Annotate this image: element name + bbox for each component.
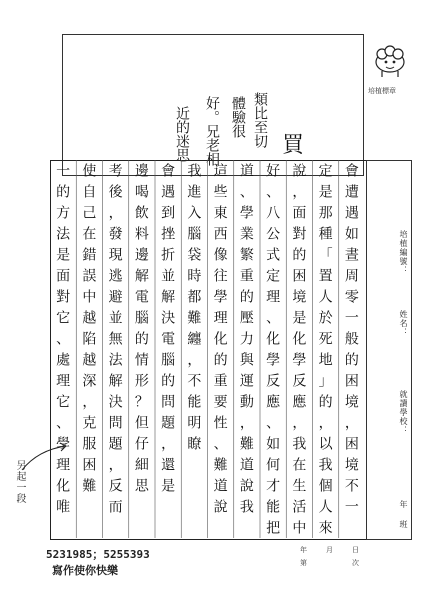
essay-character: 好 [266,163,281,180]
essay-character: 唯 [56,499,71,516]
essay-character: 是 [161,478,176,495]
essay-character: 後 [108,184,123,201]
essay-character: 困 [292,268,307,285]
essay-character: 克 [82,415,97,432]
essay-character: 題 [108,436,123,453]
essay-character: 來 [318,520,333,537]
essay-character: 定 [318,163,333,180]
essay-character: 法 [108,352,123,369]
essay-character: 明 [187,415,202,432]
sheep-stamp-icon [370,40,410,80]
essay-character: 我 [187,163,202,180]
essay-character: 重 [239,268,254,285]
essay-character: 力 [239,331,254,348]
essay-character: 生 [292,478,307,495]
essay-character: 化 [213,331,228,348]
essay-character: 瞭 [187,436,202,453]
essay-character: 應 [292,394,307,411]
essay-character: 入 [187,205,202,222]
essay-character: 喝 [134,184,149,201]
essay-character: 遭 [344,184,359,201]
essay-character: 重 [213,373,228,390]
essay-character: 能 [266,499,281,516]
essay-character: 、 [266,184,281,201]
essay-character: 它 [56,310,71,327]
essay-character: 解 [108,373,123,390]
essay-character: 一 [56,163,71,180]
essay-character: 如 [344,226,359,243]
essay-character: 理 [56,457,71,474]
page-prefix-label: 第 [300,559,307,567]
stamp-label: 培植標章 [368,87,396,95]
essay-character: 繁 [239,247,254,264]
essay-character: 八 [266,205,281,222]
essay-character: 解 [161,289,176,306]
essay-character: 錯 [82,247,97,264]
essay-character: 的 [213,352,228,369]
essay-character: 陷 [82,331,97,348]
essay-character: 理 [56,373,71,390]
essay-character: 境 [292,289,307,306]
essay-character: 能 [187,394,202,411]
date-day-label: 日 [352,546,359,554]
margin-note: 另起一段 [14,460,25,504]
essay-character: 自 [82,184,97,201]
essay-character: 深 [82,373,97,390]
essay-character: 學 [292,352,307,369]
essay-character: 使 [82,163,97,180]
essay-character: 化 [266,331,281,348]
essay-character: 的 [134,331,149,348]
teacher-comment-box [62,34,364,176]
essay-character: 是 [318,184,333,201]
essay-character: 地 [318,352,333,369]
essay-character: 都 [187,289,202,306]
essay-character: 置 [318,268,333,285]
essay-character: 越 [82,310,97,327]
essay-character: 形 [134,373,149,390]
essay-character: 學 [239,205,254,222]
essay-character: 說 [213,499,228,516]
essay-character: 它 [56,394,71,411]
essay-character: 思 [134,478,149,495]
essay-character: 人 [318,289,333,306]
essay-character: 要 [213,394,228,411]
essay-grid [50,160,367,540]
essay-character: 腦 [187,226,202,243]
essay-character: 反 [292,373,307,390]
essay-character: 的 [239,289,254,306]
essay-character: 的 [318,394,333,411]
essay-character: 那 [318,205,333,222]
essay-character: 學 [266,352,281,369]
label-school: 就讀學校： [399,390,408,435]
essay-character: 問 [108,415,123,432]
essay-character: 境 [344,457,359,474]
essay-character: 境 [344,394,359,411]
essay-character: 難 [187,310,202,327]
essay-character: 晝 [344,247,359,264]
essay-character: ， [292,184,307,201]
essay-character: 料 [134,226,149,243]
essay-character: 死 [318,331,333,348]
essay-character: 化 [292,331,307,348]
essay-character: 定 [266,268,281,285]
essay-character: 己 [82,205,97,222]
essay-character: 現 [108,247,123,264]
essay-character: 進 [187,184,202,201]
essay-character: 服 [82,436,97,453]
essay-character: 飲 [134,205,149,222]
date-year-label: 年 [300,546,307,554]
essay-character: 決 [108,394,123,411]
essay-character: 、 [56,415,71,432]
essay-character: ， [344,415,359,432]
essay-character: 才 [266,478,281,495]
essay-character: 周 [344,268,359,285]
essay-character: 時 [187,268,202,285]
date-month-label: 月 [326,546,333,554]
essay-character: 人 [318,499,333,516]
essay-character: 面 [56,268,71,285]
essay-character: 邊 [134,247,149,264]
label-class: 班 [399,520,408,529]
essay-character: 東 [213,205,228,222]
essay-character: 細 [134,457,149,474]
essay-character: 袋 [187,247,202,264]
essay-character: ， [239,415,254,432]
essay-character: 、 [213,436,228,453]
essay-character: 理 [213,310,228,327]
essay-character: 仔 [134,436,149,453]
essay-character: 把 [266,520,281,537]
label-year: 年 [399,500,408,509]
essay-character: 電 [161,331,176,348]
essay-character: ？ [134,394,149,411]
essay-character: 邊 [134,163,149,180]
essay-character: 逃 [108,268,123,285]
essay-character: 、 [56,331,71,348]
essay-character: 道 [239,457,254,474]
essay-character: 學 [213,289,228,306]
essay-character: 不 [344,478,359,495]
essay-character: 應 [266,394,281,411]
essay-character: 考 [108,163,123,180]
comment-line: 近的迷思 [174,106,190,162]
essay-character: ， [82,394,97,411]
essay-character: 般 [344,331,359,348]
essay-character: 對 [292,226,307,243]
essay-character: 不 [187,373,202,390]
essay-character: 與 [239,352,254,369]
essay-character: 活 [292,499,307,516]
essay-character: 困 [344,373,359,390]
footer-slogan: 寫作使你快樂 [52,564,118,577]
essay-character: ， [161,436,176,453]
essay-character: 理 [266,289,281,306]
essay-character: 壓 [239,310,254,327]
essay-character: 、 [266,310,281,327]
essay-character: 」 [318,373,333,390]
essay-character: 困 [344,436,359,453]
essay-character: 會 [344,163,359,180]
essay-character: 我 [292,436,307,453]
essay-character: 在 [292,457,307,474]
essay-character: 法 [56,226,71,243]
essay-character: 公 [266,226,281,243]
essay-character: 在 [82,226,97,243]
essay-character: 反 [266,373,281,390]
essay-character: 決 [161,310,176,327]
essay-character: 面 [292,205,307,222]
essay-character: 說 [239,478,254,495]
essay-character: 學 [56,436,71,453]
essay-character: 這 [213,163,228,180]
essay-character: 誤 [82,268,97,285]
essay-character: 越 [82,352,97,369]
margin-arrow [18,440,78,480]
essay-character: 往 [213,268,228,285]
essay-character: 個 [318,478,333,495]
essay-character: 零 [344,289,359,306]
essay-character: 但 [134,415,149,432]
essay-character: 遇 [161,184,176,201]
comment-heading: 買 [282,133,305,158]
label-name: 姓名： [399,310,408,337]
essay-character: 式 [266,247,281,264]
comment-line: 好。兄老相 [204,96,220,166]
essay-character: 挫 [161,226,176,243]
essay-character: 的 [292,247,307,264]
essay-character: 難 [213,457,228,474]
essay-character: 我 [318,457,333,474]
stamp-area [366,38,414,98]
essay-character: 腦 [161,352,176,369]
essay-character: 情 [134,352,149,369]
essay-character: ， [108,205,123,222]
essay-character: 一 [344,310,359,327]
essay-character: 折 [161,247,176,264]
essay-character: 運 [239,373,254,390]
essay-character: 解 [134,268,149,285]
essay-character: 西 [213,226,228,243]
essay-character: 像 [213,247,228,264]
essay-character: 會 [161,163,176,180]
essay-character: 並 [108,310,123,327]
essay-character: 一 [344,499,359,516]
essay-character: 中 [82,289,97,306]
essay-character: 於 [318,310,333,327]
essay-character: 處 [56,352,71,369]
essay-character: 的 [56,184,71,201]
essay-character: 問 [161,394,176,411]
essay-character: 是 [56,247,71,264]
essay-character: 我 [239,499,254,516]
essay-character: 、 [266,415,281,432]
comment-line: 體驗很 [230,96,246,138]
essay-character: 難 [82,478,97,495]
essay-character: ， [292,415,307,432]
essay-character: 避 [108,289,123,306]
essay-character: 以 [318,436,333,453]
essay-character: 是 [292,310,307,327]
essay-character: 纏 [187,331,202,348]
essay-character: ， [108,457,123,474]
student-info-strip [366,160,412,540]
footer-codes: 5231985；5255393 [46,548,150,561]
essay-character: 並 [161,268,176,285]
essay-character: 中 [292,520,307,537]
essay-character: 、 [239,184,254,201]
essay-character: 而 [108,499,123,516]
label-training-id: 培植編號： [399,230,408,275]
essay-character: 難 [239,436,254,453]
essay-character: 業 [239,226,254,243]
essay-character: ， [318,415,333,432]
essay-character: 電 [134,289,149,306]
essay-character: ， [187,352,202,369]
essay-character: 說 [292,163,307,180]
essay-character: 如 [266,436,281,453]
essay-character: 到 [161,205,176,222]
essay-character: 道 [239,163,254,180]
essay-character: 的 [161,373,176,390]
essay-character: 道 [213,478,228,495]
essay-character: 種 [318,226,333,243]
essay-character: 「 [318,247,333,264]
essay-character: 腦 [134,310,149,327]
essay-character: 方 [56,205,71,222]
essay-character: 題 [161,415,176,432]
essay-character: 何 [266,457,281,474]
essay-character: 對 [56,289,71,306]
page-suffix-label: 次 [352,559,359,567]
essay-character: 反 [108,478,123,495]
essay-character: 些 [213,184,228,201]
essay-character: 遇 [344,205,359,222]
essay-character: 還 [161,457,176,474]
comment-line: 類比至切 [252,92,268,148]
essay-character: 化 [56,478,71,495]
essay-character: 性 [213,415,228,432]
essay-character: 無 [108,331,123,348]
essay-character: 困 [82,457,97,474]
essay-character: 發 [108,226,123,243]
essay-character: 動 [239,394,254,411]
essay-character: 的 [344,352,359,369]
